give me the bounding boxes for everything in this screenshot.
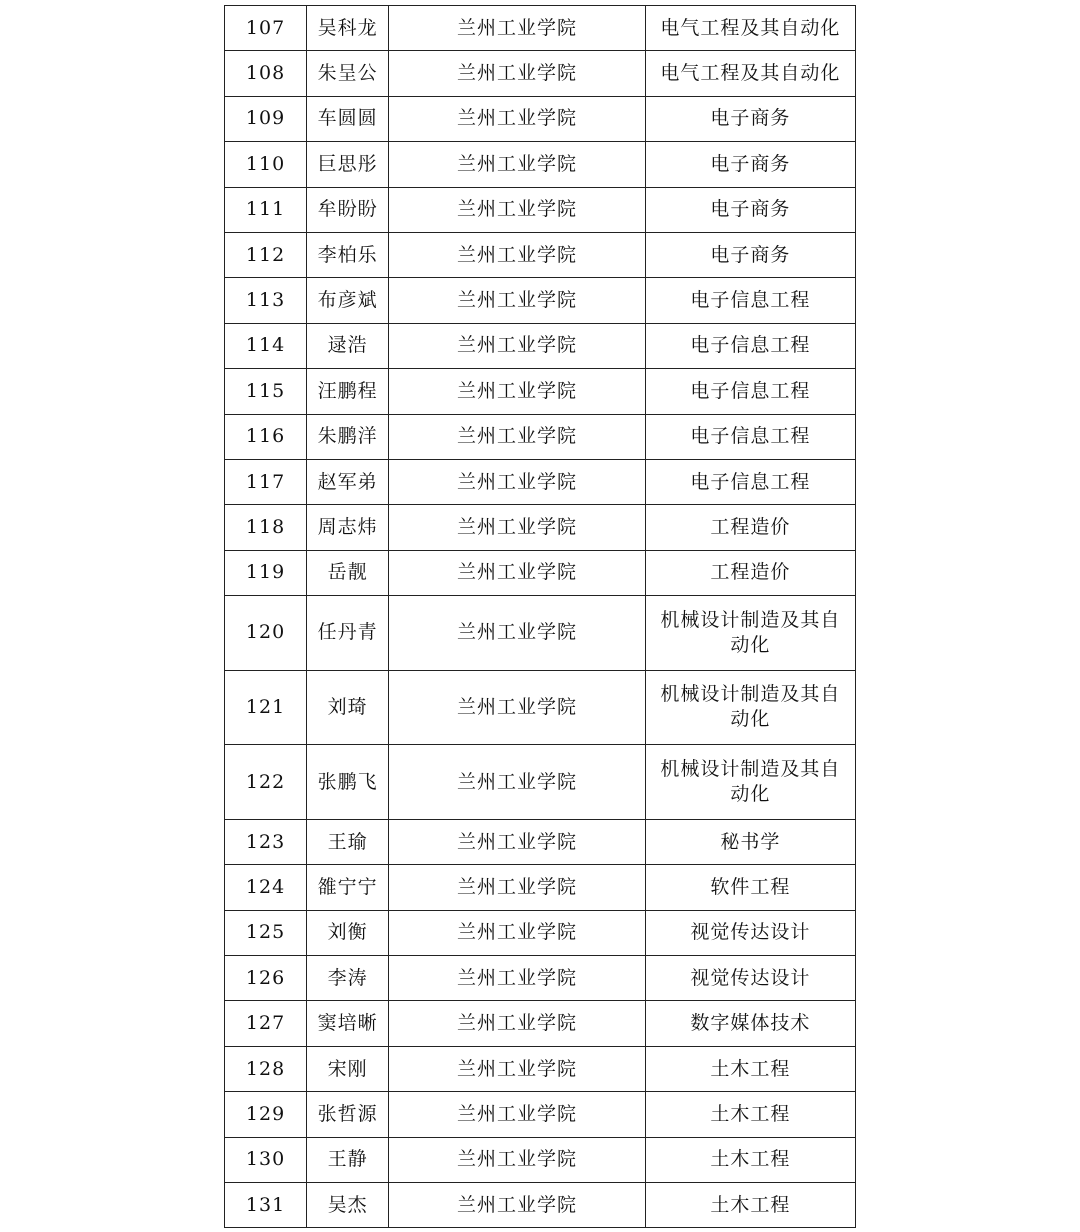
row-number-cell: 125 [225,910,307,955]
table-row [225,865,856,910]
table-row [225,187,856,232]
school-name-cell: 兰州工业学院 [389,956,645,1001]
student-name-cell: 车圆圆 [307,96,389,141]
table-row [225,96,856,141]
school-name-cell: 兰州工业学院 [389,1137,645,1182]
row-number-cell: 107 [225,6,307,51]
table-row [225,6,856,51]
student-name-cell: 吴科龙 [307,6,389,51]
major-cell: 秘书学 [645,819,855,864]
major-cell: 电气工程及其自动化 [645,51,855,96]
row-number-cell: 109 [225,96,307,141]
student-name-cell: 任丹青 [307,596,389,671]
table-row [225,819,856,864]
table-row [225,142,856,187]
student-name-cell: 周志炜 [307,505,389,550]
row-number-cell: 131 [225,1182,307,1227]
student-name-cell: 吴杰 [307,1182,389,1227]
major-cell: 机械设计制造及其自动化 [645,670,855,745]
major-cell: 工程造价 [645,550,855,595]
school-name-cell: 兰州工业学院 [389,910,645,955]
row-number-cell: 111 [225,187,307,232]
row-number-cell: 112 [225,232,307,277]
major-cell: 电子商务 [645,187,855,232]
major-cell: 土木工程 [645,1046,855,1091]
school-name-cell: 兰州工业学院 [389,6,645,51]
major-cell: 视觉传达设计 [645,910,855,955]
table-row [225,956,856,1001]
school-name-cell: 兰州工业学院 [389,1182,645,1227]
table-row [225,369,856,414]
table-row [225,51,856,96]
school-name-cell: 兰州工业学院 [389,369,645,414]
major-cell: 土木工程 [645,1182,855,1227]
student-name-cell: 王瑜 [307,819,389,864]
student-name-cell: 刘琦 [307,670,389,745]
table-row [225,323,856,368]
school-name-cell: 兰州工业学院 [389,745,645,820]
major-cell: 数字媒体技术 [645,1001,855,1046]
major-cell: 土木工程 [645,1092,855,1137]
student-name-cell: 张鹏飞 [307,745,389,820]
school-name-cell: 兰州工业学院 [389,459,645,504]
major-cell: 软件工程 [645,865,855,910]
school-name-cell: 兰州工业学院 [389,142,645,187]
roster-table [224,5,856,1228]
row-number-cell: 126 [225,956,307,1001]
student-name-cell: 张哲源 [307,1092,389,1137]
school-name-cell: 兰州工业学院 [389,505,645,550]
student-name-cell: 宋刚 [307,1046,389,1091]
school-name-cell: 兰州工业学院 [389,232,645,277]
student-name-cell: 汪鹏程 [307,369,389,414]
major-cell: 电子信息工程 [645,369,855,414]
table-row [225,1137,856,1182]
table-row [225,232,856,277]
table-row [225,459,856,504]
table-row [225,596,856,671]
row-number-cell: 117 [225,459,307,504]
school-name-cell: 兰州工业学院 [389,1046,645,1091]
school-name-cell: 兰州工业学院 [389,550,645,595]
school-name-cell: 兰州工业学院 [389,865,645,910]
major-cell: 电子商务 [645,96,855,141]
school-name-cell: 兰州工业学院 [389,670,645,745]
row-number-cell: 123 [225,819,307,864]
row-number-cell: 129 [225,1092,307,1137]
row-number-cell: 118 [225,505,307,550]
school-name-cell: 兰州工业学院 [389,278,645,323]
school-name-cell: 兰州工业学院 [389,414,645,459]
major-cell: 电子信息工程 [645,414,855,459]
row-number-cell: 110 [225,142,307,187]
row-number-cell: 120 [225,596,307,671]
major-cell: 工程造价 [645,505,855,550]
major-cell: 电子商务 [645,142,855,187]
student-name-cell: 李涛 [307,956,389,1001]
major-cell: 电子信息工程 [645,323,855,368]
major-cell: 电子信息工程 [645,459,855,504]
table-row [225,550,856,595]
row-number-cell: 119 [225,550,307,595]
student-name-cell: 牟盼盼 [307,187,389,232]
row-number-cell: 128 [225,1046,307,1091]
row-number-cell: 121 [225,670,307,745]
table-row [225,670,856,745]
table-row [225,414,856,459]
row-number-cell: 113 [225,278,307,323]
row-number-cell: 114 [225,323,307,368]
school-name-cell: 兰州工业学院 [389,51,645,96]
student-name-cell: 布彦斌 [307,278,389,323]
school-name-cell: 兰州工业学院 [389,187,645,232]
school-name-cell: 兰州工业学院 [389,1001,645,1046]
student-name-cell: 王静 [307,1137,389,1182]
table-row [225,1182,856,1227]
row-number-cell: 130 [225,1137,307,1182]
student-name-cell: 巨思彤 [307,142,389,187]
student-name-cell: 窦培晰 [307,1001,389,1046]
school-name-cell: 兰州工业学院 [389,96,645,141]
table-row [225,1046,856,1091]
student-name-cell: 雒宁宁 [307,865,389,910]
school-name-cell: 兰州工业学院 [389,1092,645,1137]
row-number-cell: 122 [225,745,307,820]
school-name-cell: 兰州工业学院 [389,596,645,671]
table-row [225,505,856,550]
major-cell: 土木工程 [645,1137,855,1182]
table-row [225,910,856,955]
student-name-cell: 赵军弟 [307,459,389,504]
roster-table-body [225,6,856,1228]
major-cell: 电子信息工程 [645,278,855,323]
row-number-cell: 108 [225,51,307,96]
school-name-cell: 兰州工业学院 [389,323,645,368]
student-name-cell: 岳靓 [307,550,389,595]
school-name-cell: 兰州工业学院 [389,819,645,864]
student-name-cell: 逯浩 [307,323,389,368]
major-cell: 电子商务 [645,232,855,277]
row-number-cell: 116 [225,414,307,459]
table-row [225,278,856,323]
table-row [225,745,856,820]
student-name-cell: 朱鹏洋 [307,414,389,459]
major-cell: 电气工程及其自动化 [645,6,855,51]
table-row [225,1001,856,1046]
row-number-cell: 127 [225,1001,307,1046]
student-name-cell: 朱呈公 [307,51,389,96]
major-cell: 视觉传达设计 [645,956,855,1001]
student-name-cell: 李柏乐 [307,232,389,277]
student-name-cell: 刘衡 [307,910,389,955]
row-number-cell: 124 [225,865,307,910]
major-cell: 机械设计制造及其自动化 [645,745,855,820]
table-row [225,1092,856,1137]
row-number-cell: 115 [225,369,307,414]
major-cell: 机械设计制造及其自动化 [645,596,855,671]
